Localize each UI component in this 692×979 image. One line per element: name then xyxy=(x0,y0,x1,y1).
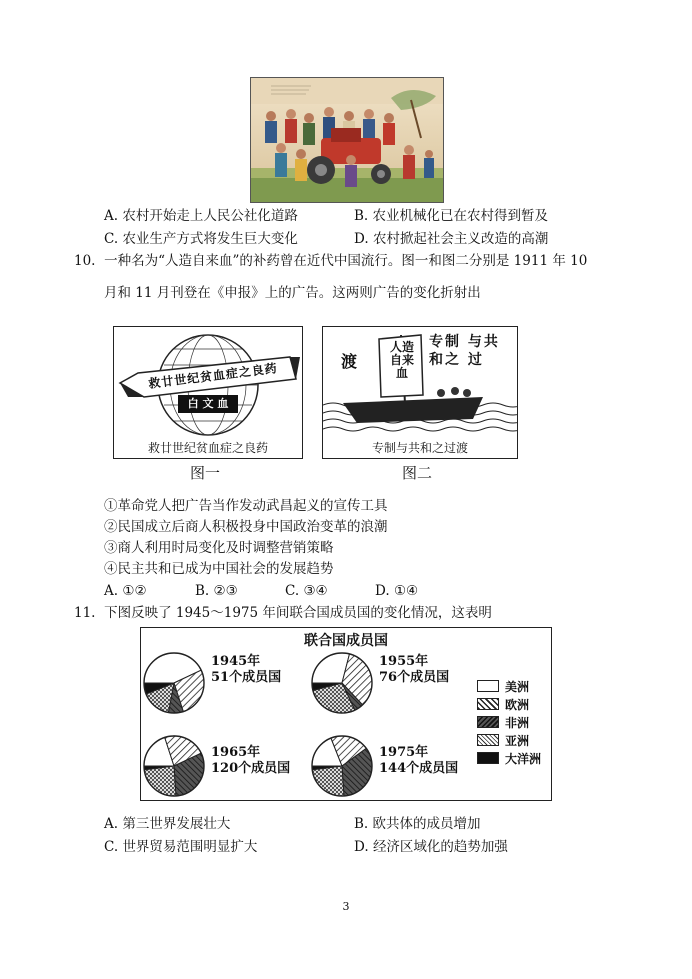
option-text: 农村开始走上人民公社化道路 xyxy=(122,208,298,224)
option-letter: D. xyxy=(354,231,369,247)
q10-statement-3: ③商人利用时局变化及时调整营销策略 xyxy=(104,540,334,556)
legend-label-asia: 亚洲 xyxy=(505,734,530,748)
option-letter: C. xyxy=(285,583,300,599)
option-text: 农业机械化已在农村得到暂及 xyxy=(372,208,549,224)
pie-1975-slice-asia xyxy=(312,766,344,796)
option-letter: B. xyxy=(354,816,369,832)
option-text: 经济区域化的趋势加强 xyxy=(372,839,508,855)
fig1-label: 图一 xyxy=(190,464,221,482)
q11-option-a[interactable] xyxy=(104,812,230,832)
pie-1975-labels xyxy=(379,745,458,777)
option-letter: B. xyxy=(354,208,369,224)
option-letter: C. xyxy=(104,231,119,247)
legend-label-africa: 非洲 xyxy=(505,716,530,730)
propaganda-painting xyxy=(250,77,444,203)
pie-1975-count: 144个成员国 xyxy=(379,761,459,776)
option-text: ①② xyxy=(122,583,147,599)
legend-label-europe: 欧洲 xyxy=(505,698,530,712)
page-number: 3 xyxy=(342,900,350,913)
un-membership-chart xyxy=(140,627,552,801)
legend-swatch-asia xyxy=(477,734,499,746)
pie-1965-count: 120个成员国 xyxy=(211,761,291,776)
option-text: ②③ xyxy=(213,583,238,599)
q9-option-c[interactable] xyxy=(104,227,298,247)
q11-option-c[interactable] xyxy=(104,835,257,855)
q10-stem-line1 xyxy=(74,252,587,270)
pie-1955-count: 76个成员国 xyxy=(379,670,450,685)
option-text: ③④ xyxy=(303,583,328,599)
legend-swatch-europe xyxy=(477,698,499,710)
pie-1945-labels xyxy=(211,654,281,686)
figure-two xyxy=(322,326,518,459)
pie-1955-year: 1955年 xyxy=(379,654,429,669)
q9-option-d[interactable] xyxy=(354,227,548,247)
q11-option-b[interactable] xyxy=(354,812,481,832)
q9-option-a[interactable] xyxy=(104,204,298,224)
question-stem: 一种名为“人造自来血”的补药曾在近代中国流行。图一和图二分别是 1911 年 10 xyxy=(104,253,588,269)
pie-1955-labels xyxy=(379,654,449,686)
option-letter: A. xyxy=(104,208,119,224)
fig2-left-text: 渡 xyxy=(341,352,358,371)
fig2-caption: 专制与共和之过渡 xyxy=(371,441,468,455)
legend-swatch-africa xyxy=(477,716,499,728)
q10-option-c[interactable] xyxy=(285,583,328,599)
option-letter: C. xyxy=(104,839,119,855)
option-text: 农村掀起社会主义改造的高潮 xyxy=(372,231,549,247)
q10-option-a[interactable] xyxy=(104,583,147,599)
option-text: 第三世界发展壮大 xyxy=(122,816,231,832)
q10-option-b[interactable] xyxy=(195,583,238,599)
pie-1945-year: 1945年 xyxy=(211,654,261,669)
option-text: 欧共体的成员增加 xyxy=(372,816,481,832)
q11-stem xyxy=(74,604,492,622)
q10-stem-line2: 月和 11 月刊登在《申报》上的广告。这两则广告的变化折射出 xyxy=(104,285,481,301)
question-number: 11. xyxy=(74,605,96,621)
pie-1965-year: 1965年 xyxy=(211,745,261,760)
option-letter: A. xyxy=(104,816,119,832)
legend-swatch-oceania xyxy=(477,752,499,764)
option-letter: D. xyxy=(354,839,369,855)
option-letter: A. xyxy=(104,583,119,599)
chart-legend xyxy=(477,678,549,768)
q9-option-b[interactable] xyxy=(354,204,548,224)
fig2-label: 图二 xyxy=(402,464,433,482)
fig1-ribbon-text: 救廿世纪贫血症之良药 xyxy=(147,361,279,391)
pie-1945-count: 51个成员国 xyxy=(211,670,282,685)
option-letter: B. xyxy=(195,583,210,599)
q11-option-d[interactable] xyxy=(354,835,508,855)
pie-1965-slice-asia xyxy=(144,766,176,796)
option-text: ①④ xyxy=(393,583,419,599)
question-stem: 下图反映了 1945～1975 年间联合国成员国的变化情况，这表明 xyxy=(104,605,492,621)
q10-statement-2: ②民国成立后商人积极投身中国政治变革的浪潮 xyxy=(104,519,388,535)
q10-option-d[interactable] xyxy=(375,583,418,599)
fig1-center-label: 白 文 血 xyxy=(178,395,238,413)
fig2-right-text: 专制 与共 和之 过 xyxy=(429,334,500,368)
pie-1975-year: 1975年 xyxy=(379,745,429,760)
figure-one xyxy=(113,326,303,459)
pie-1965-labels xyxy=(211,745,290,777)
q10-statement-4: ④民主共和已成为中国社会的发展趋势 xyxy=(104,561,334,577)
option-text: 世界贸易范围明显扩大 xyxy=(122,839,258,855)
option-letter: D. xyxy=(375,583,390,599)
legend-swatch-americas xyxy=(477,680,499,692)
question-number: 10. xyxy=(74,253,96,269)
fig1-caption: 救廿世纪贫血症之良药 xyxy=(147,441,268,455)
chart-title: 联合国成员国 xyxy=(304,633,388,649)
legend-label-oceania: 大洋洲 xyxy=(505,752,542,766)
fig2-sail-text: 人造自来血 xyxy=(389,340,414,380)
q10-statement-1: ①革命党人把广告当作发动武昌起义的宣传工具 xyxy=(104,498,388,514)
legend-label-americas: 美洲 xyxy=(505,680,530,694)
option-text: 农业生产方式将发生巨大变化 xyxy=(122,231,298,247)
